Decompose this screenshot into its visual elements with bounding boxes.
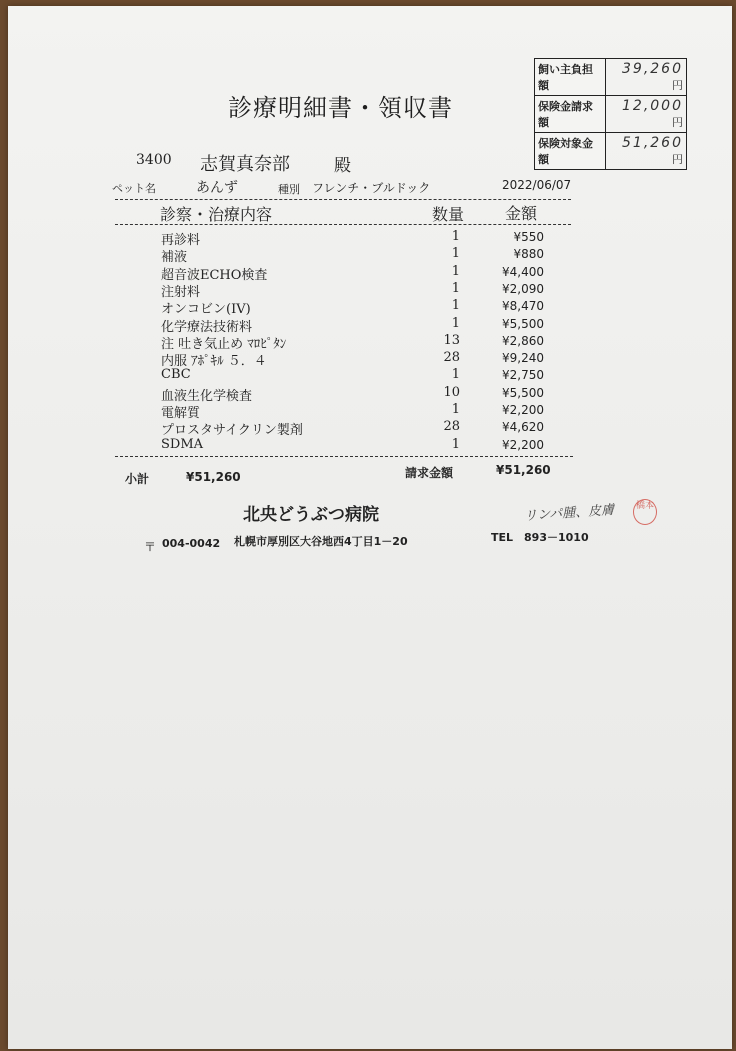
customer-honorific: 殿 [334,156,351,176]
item-quantity: 1 [451,246,460,261]
item-description: 電解質 [161,406,201,421]
customer-name: 志賀真奈部 [200,154,290,175]
item-amount: ¥550 [513,230,544,244]
summary-label: 保険対象金額 [535,133,606,170]
item-quantity: 1 [451,298,460,313]
document-title: 診療明細書・領収書 [228,94,453,122]
summary-value: 39,260円 [606,59,687,96]
hospital-name: 北央どうぶつ病院 [243,505,379,525]
item-description: 内服 ｱﾎﾟｷﾙ ５．４ [161,354,267,369]
summary-row-owner [535,59,687,96]
breed-label: 種別 [278,183,300,196]
postal-code: 004-0042 [162,537,221,550]
summary-label: 保険金請求額 [535,96,606,133]
item-description: オンコビン(IV) [161,302,251,317]
item-amount: ¥880 [513,247,544,261]
item-amount: ¥2,200 [502,438,544,452]
visit-date: 2022/06/07 [502,178,572,192]
divider [115,224,571,225]
item-quantity: 1 [451,316,460,331]
item-description: 超音波ECHO検査 [161,268,268,283]
summary-value: 12,000円 [606,96,687,133]
summary-value: 51,260円 [606,133,687,170]
item-amount: ¥4,400 [502,265,544,279]
item-description: SDMA [161,437,204,452]
item-quantity: 1 [451,437,460,452]
handwritten-note: リンパ腫、皮膚 [523,502,615,525]
postal-mark: 〒 [144,540,157,554]
item-quantity: 1 [451,264,460,279]
item-description: 注射料 [161,285,201,300]
summary-label: 飼い主負担額 [535,59,606,96]
item-amount: ¥5,500 [502,386,544,400]
item-description: CBC [161,367,191,382]
item-description: 補液 [161,250,188,265]
subtotal-value: ¥51,260 [186,470,241,484]
header-quantity: 数量 [432,205,465,224]
item-quantity: 28 [443,350,460,365]
item-amount: ¥9,240 [502,351,544,365]
item-description: 血液生化学検査 [161,389,253,404]
pet-name-label: ペット名 [112,182,156,195]
pet-breed: フレンチ・ブルドック [312,181,431,195]
item-amount: ¥2,090 [502,282,544,296]
item-description: プロスタサイクリン製剤 [161,423,303,438]
item-quantity: 1 [451,281,460,296]
billed-value: ¥51,260 [496,463,551,477]
item-amount: ¥2,750 [502,368,544,382]
customer-id: 3400 [136,152,172,168]
header-description: 診察・治療内容 [160,205,273,224]
item-amount: ¥2,860 [502,334,544,348]
divider [115,456,573,457]
subtotal-label: 小計 [125,472,150,486]
hospital-address: 札幌市厚別区大谷地西4丁目1－20 [234,535,408,548]
item-amount: ¥8,470 [502,299,544,313]
item-description: 注 吐き気止め ﾏﾛﾋﾟﾀﾝ [161,337,287,352]
item-quantity: 1 [451,229,460,244]
item-description: 再診料 [161,233,201,248]
hospital-tel: TEL 893－1010 [491,531,589,544]
pet-name: あんず [196,180,238,196]
seal-stamp: 橋本 [633,499,657,525]
billed-label: 請求金額 [405,466,454,480]
header-amount: 金額 [505,204,538,223]
summary-row-claim [535,96,687,133]
divider [115,199,571,200]
item-quantity: 1 [451,402,460,417]
item-description: 化学療法技術料 [161,320,253,335]
summary-row-covered [535,133,687,170]
item-amount: ¥4,620 [502,420,544,434]
item-amount: ¥2,200 [502,403,544,417]
item-quantity: 28 [443,419,460,434]
item-amount: ¥5,500 [502,317,544,331]
item-quantity: 10 [443,385,460,400]
item-quantity: 1 [451,367,460,382]
summary-boxes [534,58,687,170]
item-quantity: 13 [443,333,460,348]
